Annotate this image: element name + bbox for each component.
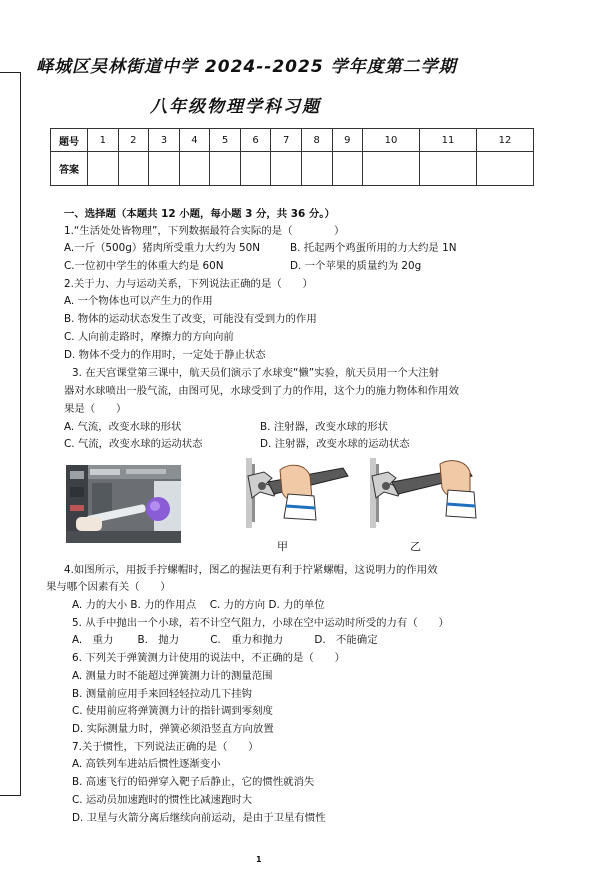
exam-title: 峄城区吴林街道中学 2024--2025 学年度第二学期 — [36, 57, 457, 77]
answer-cell[interactable] — [149, 152, 180, 186]
answer-table-answer-row — [51, 152, 534, 186]
q2-option-c: C. 人向前走路时，摩擦力的方向向前 — [64, 331, 234, 343]
q3-option-d: D. 注射器，改变水球的运动状态 — [260, 438, 410, 450]
q7-option-d: D. 卫星与火箭分离后继续向前运动，是由于卫星有惯性 — [72, 812, 326, 824]
q5-stem: 5. 从手中抛出一个小球，若不计空气阻力，小球在空中运动时所受的力有（ ） — [72, 617, 449, 629]
q7-option-b: B. 高速飞行的铅弹穿入靶子后静止，它的惯性就消失 — [72, 776, 315, 788]
q3-stem-line3: 果是（ ） — [64, 403, 127, 415]
figure-label-yi: 乙 — [410, 540, 421, 553]
q6-option-c: C. 使用前应将弹簧测力计的指针调到零刻度 — [72, 705, 273, 717]
q6-option-a: A. 测量力时不能超过弹簧测力计的测量范围 — [72, 670, 273, 682]
q7-option-c: C. 运动员加速跑时的惯性比减速跑时大 — [72, 794, 253, 806]
q3-option-b: B. 注射器，改变水球的形状 — [260, 421, 389, 433]
answer-cell[interactable] — [332, 152, 363, 186]
q1-option-a: A.一斤（500g）猪肉所受重力大约为 50N — [64, 242, 261, 254]
wrench-figure-jia — [238, 458, 358, 528]
section-heading: 一、选择题（本题共 12 小题，每小题 3 分，共 36 分。） — [64, 208, 335, 220]
q6-stem: 6. 下列关于弹簧测力计使用的说法中，不正确的是（ ） — [72, 652, 345, 664]
question-number-cell: 1 — [88, 129, 119, 152]
q2-option-b: B. 物体的运动状态发生了改变，可能没有受到力的作用 — [64, 313, 317, 325]
answer-table — [50, 128, 534, 186]
answer-cell[interactable] — [240, 152, 271, 186]
question-number-cell: 10 — [363, 129, 420, 152]
question-number-cell: 9 — [332, 129, 363, 152]
q6-option-d: D. 实际测量力时，弹簧必须沿竖直方向放置 — [72, 723, 274, 735]
question-number-cell: 3 — [149, 129, 180, 152]
question-number-cell: 12 — [476, 129, 533, 152]
question-number-cell: 5 — [210, 129, 241, 152]
answer-table-header-row — [51, 129, 534, 152]
q1-option-c: C.一位初中学生的体重大约是 60N — [64, 260, 224, 272]
answer-cell[interactable] — [88, 152, 119, 186]
question-number-cell: 2 — [118, 129, 149, 152]
q2-stem: 2.关于力、力与运动关系，下列说法正确的是（ ） — [64, 278, 313, 290]
q6-option-b: B. 测量前应用手来回轻轻拉动几下挂钩 — [72, 688, 252, 700]
answer-label: 答案 — [51, 152, 88, 186]
answer-cell[interactable] — [118, 152, 149, 186]
answer-cell[interactable] — [420, 152, 477, 186]
page-number: 1 — [256, 855, 262, 864]
q7-stem: 7.关于惯性，下列说法正确的是（ ） — [72, 741, 259, 753]
q4-options: A. 力的大小 B. 力的作用点 C. 力的方向 D. 力的单位 — [72, 599, 325, 611]
q7-option-a: A. 高铁列车进站后惯性逐渐变小 — [72, 758, 221, 770]
figure-label-jia: 甲 — [277, 540, 288, 553]
q2-option-a: A. 一个物体也可以产生力的作用 — [64, 295, 213, 307]
q5-options: A. 重力 B. 抛力 C. 重力和抛力 D. 不能确定 — [72, 634, 378, 646]
q4-stem-line2: 果与哪个因素有关（ ） — [46, 581, 171, 593]
space-station-photo — [66, 465, 181, 543]
answer-cell[interactable] — [301, 152, 332, 186]
answer-cell[interactable] — [476, 152, 533, 186]
q1-stem: 1.“生活处处皆物理”，下列数据最符合实际的是（ ） — [64, 225, 345, 237]
question-number-label: 题号 — [51, 129, 88, 152]
answer-cell[interactable] — [210, 152, 241, 186]
q3-option-a: A. 气流，改变水球的形状 — [64, 421, 182, 433]
q1-option-b: B. 托起两个鸡蛋所用的力大约是 1N — [290, 242, 457, 254]
q4-stem-line1: 4.如图所示，用扳手拧螺帽时，图乙的握法更有利于拧紧螺帽，这说明力的作用效 — [64, 564, 438, 576]
q2-option-d: D. 物体不受力的作用时，一定处于静止状态 — [64, 349, 266, 361]
q3-stem-line1: 3. 在天宫课堂第三课中，航天员们演示了水球变“懒”实验，航天员用一个大注射 — [72, 367, 439, 379]
answer-cell[interactable] — [271, 152, 302, 186]
question-number-cell: 4 — [179, 129, 210, 152]
binding-line-border — [0, 72, 21, 796]
q3-option-c: C. 气流，改变水球的运动状态 — [64, 438, 203, 450]
question-number-cell: 6 — [240, 129, 271, 152]
answer-cell[interactable] — [179, 152, 210, 186]
question-number-cell: 7 — [271, 129, 302, 152]
exam-subtitle: 八年级物理学科习题 — [150, 97, 321, 117]
answer-cell[interactable] — [363, 152, 420, 186]
question-number-cell: 8 — [301, 129, 332, 152]
q1-option-d: D. 一个苹果的质量约为 20g — [290, 260, 422, 272]
question-number-cell: 11 — [420, 129, 477, 152]
wrench-figure-yi — [362, 458, 482, 528]
q3-stem-line2: 器对水球喷出一股气流，由图可见，水球受到了力的作用，这个力的施力物体和作用效 — [64, 385, 459, 397]
